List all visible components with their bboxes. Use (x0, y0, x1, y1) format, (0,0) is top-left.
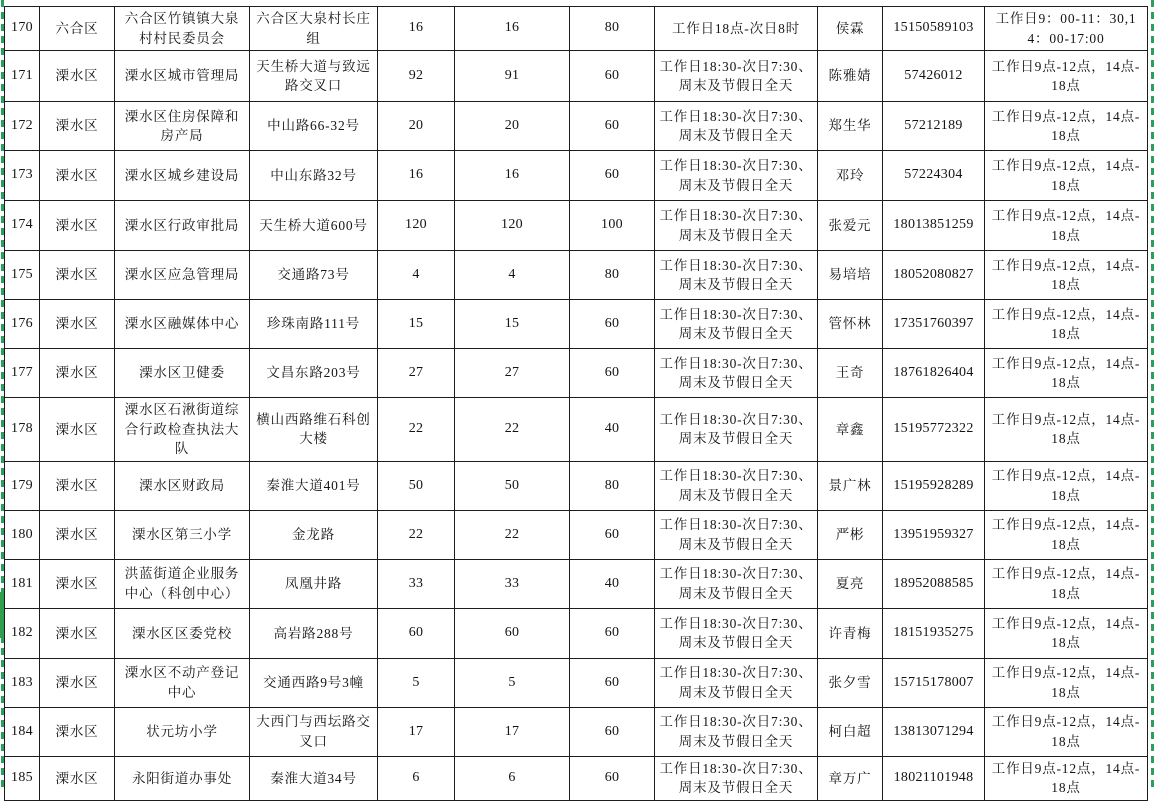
cell-office-hours[interactable]: 工作日9点-12点，14点-18点 (985, 398, 1148, 462)
cell-district[interactable]: 六合区 (40, 7, 115, 51)
cell-district[interactable]: 溧水区 (40, 559, 115, 608)
cell-row-number[interactable]: 172 (5, 102, 40, 151)
cell-row-number[interactable]: 175 (5, 251, 40, 300)
table-row (5, 51, 1148, 102)
cell-phone[interactable]: 17351760397 (883, 300, 985, 349)
cell-address[interactable]: 文昌东路203号 (250, 349, 378, 398)
cell-unit-name[interactable]: 状元坊小学 (115, 707, 250, 756)
cell-unit-name[interactable]: 溧水区融媒体中心 (115, 300, 250, 349)
cell-office-hours[interactable]: 工作日9点-12点，14点-18点 (985, 510, 1148, 559)
cell-fee[interactable]: 40 (570, 398, 655, 462)
cell-spots-total[interactable]: 6 (378, 756, 455, 800)
cell-open-time[interactable]: 工作日18:30-次日7:30、周末及节假日全天 (655, 398, 818, 462)
cell-row-number[interactable]: 185 (5, 756, 40, 800)
cell-row-number[interactable]: 183 (5, 658, 40, 707)
cell-phone[interactable]: 15715178007 (883, 658, 985, 707)
table-body (5, 7, 1148, 801)
cell-fee[interactable]: 80 (570, 7, 655, 51)
table-row (5, 461, 1148, 510)
cell-district[interactable]: 溧水区 (40, 201, 115, 251)
parking-table (4, 6, 1148, 801)
cell-open-time[interactable]: 工作日18:30-次日7:30、周末及节假日全天 (655, 349, 818, 398)
cell-district[interactable]: 溧水区 (40, 510, 115, 559)
cell-unit-name[interactable]: 洪蓝街道企业服务中心（科创中心） (115, 559, 250, 608)
table-row (5, 398, 1148, 462)
cell-district[interactable]: 溧水区 (40, 251, 115, 300)
cell-address[interactable]: 六合区大泉村长庄组 (250, 7, 378, 51)
cell-address[interactable]: 珍珠南路111号 (250, 300, 378, 349)
cell-district[interactable]: 溧水区 (40, 102, 115, 151)
cell-open-time[interactable]: 工作日18:30-次日7:30、周末及节假日全天 (655, 151, 818, 201)
cell-district[interactable]: 溧水区 (40, 608, 115, 658)
cell-fee[interactable]: 80 (570, 251, 655, 300)
cell-unit-name[interactable]: 溧水区石湫街道综合行政检查执法大队 (115, 398, 250, 462)
cell-open-time[interactable]: 工作日18:30-次日7:30、周末及节假日全天 (655, 608, 818, 658)
cell-spots-open[interactable]: 5 (455, 658, 570, 707)
cell-office-hours[interactable]: 工作日9点-12点，14点-18点 (985, 349, 1148, 398)
cell-unit-name[interactable]: 溧水区行政审批局 (115, 201, 250, 251)
cell-office-hours[interactable]: 工作日9点-12点，14点-18点 (985, 608, 1148, 658)
cell-spots-open[interactable]: 22 (455, 510, 570, 559)
cell-spots-total[interactable]: 5 (378, 658, 455, 707)
cell-office-hours[interactable]: 工作日9点-12点，14点-18点 (985, 756, 1148, 800)
cell-phone[interactable]: 15195928289 (883, 461, 985, 510)
cell-phone[interactable]: 13951959327 (883, 510, 985, 559)
cell-fee[interactable]: 60 (570, 349, 655, 398)
cell-open-time[interactable]: 工作日18:30-次日7:30、周末及节假日全天 (655, 559, 818, 608)
table-row (5, 658, 1148, 707)
cell-address[interactable]: 天生桥大道600号 (250, 201, 378, 251)
cell-address[interactable]: 秦淮大道34号 (250, 756, 378, 800)
cell-row-number[interactable]: 179 (5, 461, 40, 510)
cell-phone[interactable]: 15195772322 (883, 398, 985, 462)
cell-row-number[interactable]: 184 (5, 707, 40, 756)
cell-spots-open[interactable]: 6 (455, 756, 570, 800)
cell-phone[interactable]: 18952088585 (883, 559, 985, 608)
cell-contact-name[interactable]: 张夕雪 (818, 658, 883, 707)
cell-spots-open[interactable]: 4 (455, 251, 570, 300)
cell-address[interactable]: 天生桥大道与致远路交叉口 (250, 51, 378, 102)
cell-fee[interactable]: 80 (570, 461, 655, 510)
cell-unit-name[interactable]: 溧水区城乡建设局 (115, 151, 250, 201)
page-break-line-right (1151, 0, 1154, 789)
cell-contact-name[interactable]: 景广林 (818, 461, 883, 510)
cell-address[interactable]: 高岩路288号 (250, 608, 378, 658)
cell-open-time[interactable]: 工作日18:30-次日7:30、周末及节假日全天 (655, 461, 818, 510)
cell-unit-name[interactable]: 溧水区城市管理局 (115, 51, 250, 102)
cell-contact-name[interactable]: 严彬 (818, 510, 883, 559)
cell-phone[interactable]: 15150589103 (883, 7, 985, 51)
cell-fee[interactable]: 60 (570, 707, 655, 756)
cell-contact-name[interactable]: 许青梅 (818, 608, 883, 658)
cell-address[interactable]: 金龙路 (250, 510, 378, 559)
cell-unit-name[interactable]: 六合区竹镇镇大泉村村民委员会 (115, 7, 250, 51)
table-row (5, 608, 1148, 658)
cell-row-number[interactable]: 182 (5, 608, 40, 658)
cell-unit-name[interactable]: 溧水区区委党校 (115, 608, 250, 658)
cell-contact-name[interactable]: 陈雅婧 (818, 51, 883, 102)
cell-phone[interactable]: 18052080827 (883, 251, 985, 300)
table-row (5, 559, 1148, 608)
cell-row-number[interactable]: 174 (5, 201, 40, 251)
cell-spots-total[interactable]: 33 (378, 559, 455, 608)
cell-unit-name[interactable]: 溧水区不动产登记中心 (115, 658, 250, 707)
cell-address[interactable]: 凤凰井路 (250, 559, 378, 608)
cell-district[interactable]: 溧水区 (40, 300, 115, 349)
cell-open-time[interactable]: 工作日18:30-次日7:30、周末及节假日全天 (655, 201, 818, 251)
table-row (5, 151, 1148, 201)
cell-phone[interactable]: 13813071294 (883, 707, 985, 756)
cell-open-time[interactable]: 工作日18:30-次日7:30、周末及节假日全天 (655, 51, 818, 102)
cell-address[interactable]: 交通路73号 (250, 251, 378, 300)
cell-spots-total[interactable]: 15 (378, 300, 455, 349)
cell-unit-name[interactable]: 溧水区应急管理局 (115, 251, 250, 300)
cell-district[interactable]: 溧水区 (40, 398, 115, 462)
cell-office-hours[interactable]: 工作日9点-12点，14点-18点 (985, 51, 1148, 102)
cell-phone[interactable]: 18761826404 (883, 349, 985, 398)
cell-address[interactable]: 中山东路32号 (250, 151, 378, 201)
cell-unit-name[interactable]: 溧水区卫健委 (115, 349, 250, 398)
cell-contact-name[interactable]: 郑生华 (818, 102, 883, 151)
cell-open-time[interactable]: 工作日18:30-次日7:30、周末及节假日全天 (655, 756, 818, 800)
cell-open-time[interactable]: 工作日18:30-次日7:30、周末及节假日全天 (655, 251, 818, 300)
cell-fee[interactable]: 40 (570, 559, 655, 608)
table-row (5, 349, 1148, 398)
cell-spots-open[interactable]: 15 (455, 300, 570, 349)
cell-contact-name[interactable]: 侯霖 (818, 7, 883, 51)
cell-spots-open[interactable]: 22 (455, 398, 570, 462)
cell-phone[interactable]: 57426012 (883, 51, 985, 102)
cell-spots-open[interactable]: 27 (455, 349, 570, 398)
table-row (5, 510, 1148, 559)
table-row (5, 300, 1148, 349)
cell-contact-name[interactable]: 王奇 (818, 349, 883, 398)
cell-spots-total[interactable]: 22 (378, 510, 455, 559)
cell-district[interactable]: 溧水区 (40, 756, 115, 800)
cell-address[interactable]: 交通西路9号3幢 (250, 658, 378, 707)
cell-row-number[interactable]: 173 (5, 151, 40, 201)
cell-contact-name[interactable]: 夏亮 (818, 559, 883, 608)
cell-spots-total[interactable]: 16 (378, 7, 455, 51)
cell-open-time[interactable]: 工作日18:30-次日7:30、周末及节假日全天 (655, 102, 818, 151)
cell-spots-total[interactable]: 22 (378, 398, 455, 462)
cell-address[interactable]: 横山西路维石科创大楼 (250, 398, 378, 462)
table-row (5, 707, 1148, 756)
cell-spots-total[interactable]: 16 (378, 151, 455, 201)
cell-row-number[interactable]: 170 (5, 7, 40, 51)
cell-phone[interactable]: 57224304 (883, 151, 985, 201)
cell-office-hours[interactable]: 工作日9点-12点，14点-18点 (985, 559, 1148, 608)
cell-spots-open[interactable]: 33 (455, 559, 570, 608)
cell-unit-name[interactable]: 溧水区第三小学 (115, 510, 250, 559)
cell-fee[interactable]: 60 (570, 300, 655, 349)
cell-contact-name[interactable]: 易培培 (818, 251, 883, 300)
cell-spots-open[interactable]: 16 (455, 7, 570, 51)
cell-office-hours[interactable]: 工作日9点-12点，14点-18点 (985, 300, 1148, 349)
cell-spots-open[interactable]: 17 (455, 707, 570, 756)
cell-phone[interactable]: 57212189 (883, 102, 985, 151)
cell-district[interactable]: 溧水区 (40, 349, 115, 398)
cell-row-number[interactable]: 176 (5, 300, 40, 349)
cell-spots-open[interactable]: 120 (455, 201, 570, 251)
cell-unit-name[interactable]: 溧水区住房保障和房产局 (115, 102, 250, 151)
cell-spots-total[interactable]: 17 (378, 707, 455, 756)
cell-row-number[interactable]: 171 (5, 51, 40, 102)
cell-district[interactable]: 溧水区 (40, 461, 115, 510)
cell-open-time[interactable]: 工作日18:30-次日7:30、周末及节假日全天 (655, 707, 818, 756)
cell-spots-open[interactable]: 16 (455, 151, 570, 201)
cell-district[interactable]: 溧水区 (40, 658, 115, 707)
cell-office-hours[interactable]: 工作日9点-12点，14点-18点 (985, 461, 1148, 510)
cell-fee[interactable]: 60 (570, 510, 655, 559)
spreadsheet-region (4, 6, 1148, 801)
table-row (5, 251, 1148, 300)
cell-office-hours[interactable]: 工作日9点-12点，14点-18点 (985, 201, 1148, 251)
cell-spots-total[interactable]: 120 (378, 201, 455, 251)
cell-fee[interactable]: 60 (570, 658, 655, 707)
table-row (5, 7, 1148, 51)
cell-row-number[interactable]: 177 (5, 349, 40, 398)
cell-office-hours[interactable]: 工作日9点-12点，14点-18点 (985, 151, 1148, 201)
cell-contact-name[interactable]: 张爱元 (818, 201, 883, 251)
cell-district[interactable]: 溧水区 (40, 151, 115, 201)
cell-spots-open[interactable]: 50 (455, 461, 570, 510)
table-row (5, 756, 1148, 800)
cell-row-number[interactable]: 178 (5, 398, 40, 462)
cell-spots-total[interactable]: 20 (378, 102, 455, 151)
cell-address[interactable]: 中山路66-32号 (250, 102, 378, 151)
cell-spots-total[interactable]: 4 (378, 251, 455, 300)
cell-office-hours[interactable]: 工作日9点-12点，14点-18点 (985, 102, 1148, 151)
cell-phone[interactable]: 18013851259 (883, 201, 985, 251)
cell-office-hours[interactable]: 工作日9点-12点，14点-18点 (985, 707, 1148, 756)
cell-phone[interactable]: 18021101948 (883, 756, 985, 800)
cell-contact-name[interactable]: 管怀林 (818, 300, 883, 349)
cell-open-time[interactable]: 工作日18:30-次日7:30、周末及节假日全天 (655, 300, 818, 349)
cell-spots-open[interactable]: 91 (455, 51, 570, 102)
cell-open-time[interactable]: 工作日18:30-次日7:30、周末及节假日全天 (655, 510, 818, 559)
cell-contact-name[interactable]: 邓玲 (818, 151, 883, 201)
table-row (5, 201, 1148, 251)
cell-address[interactable]: 大西门与西坛路交叉口 (250, 707, 378, 756)
cell-contact-name[interactable]: 章鑫 (818, 398, 883, 462)
cell-office-hours[interactable]: 工作日9：00-11：30,14：00-17:00 (985, 7, 1148, 51)
cell-address[interactable]: 秦淮大道401号 (250, 461, 378, 510)
cell-open-time[interactable]: 工作日18:30-次日7:30、周末及节假日全天 (655, 658, 818, 707)
cell-spots-open[interactable]: 60 (455, 608, 570, 658)
cell-fee[interactable]: 60 (570, 756, 655, 800)
cell-row-number[interactable]: 180 (5, 510, 40, 559)
cell-contact-name[interactable]: 章万广 (818, 756, 883, 800)
cell-open-time[interactable]: 工作日18点-次日8时 (655, 7, 818, 51)
cell-office-hours[interactable]: 工作日9点-12点，14点-18点 (985, 658, 1148, 707)
cell-row-number[interactable]: 181 (5, 559, 40, 608)
cell-office-hours[interactable]: 工作日9点-12点，14点-18点 (985, 251, 1148, 300)
cell-spots-total[interactable]: 92 (378, 51, 455, 102)
cell-fee[interactable]: 60 (570, 608, 655, 658)
cell-fee[interactable]: 100 (570, 201, 655, 251)
cell-fee[interactable]: 60 (570, 51, 655, 102)
cell-spots-total[interactable]: 60 (378, 608, 455, 658)
cell-district[interactable]: 溧水区 (40, 707, 115, 756)
cell-unit-name[interactable]: 溧水区财政局 (115, 461, 250, 510)
cell-spots-total[interactable]: 27 (378, 349, 455, 398)
cell-phone[interactable]: 18151935275 (883, 608, 985, 658)
cell-spots-open[interactable]: 20 (455, 102, 570, 151)
table-row (5, 102, 1148, 151)
cell-unit-name[interactable]: 永阳街道办事处 (115, 756, 250, 800)
cell-fee[interactable]: 60 (570, 151, 655, 201)
cell-contact-name[interactable]: 柯白超 (818, 707, 883, 756)
cell-spots-total[interactable]: 50 (378, 461, 455, 510)
cell-district[interactable]: 溧水区 (40, 51, 115, 102)
cell-fee[interactable]: 60 (570, 102, 655, 151)
